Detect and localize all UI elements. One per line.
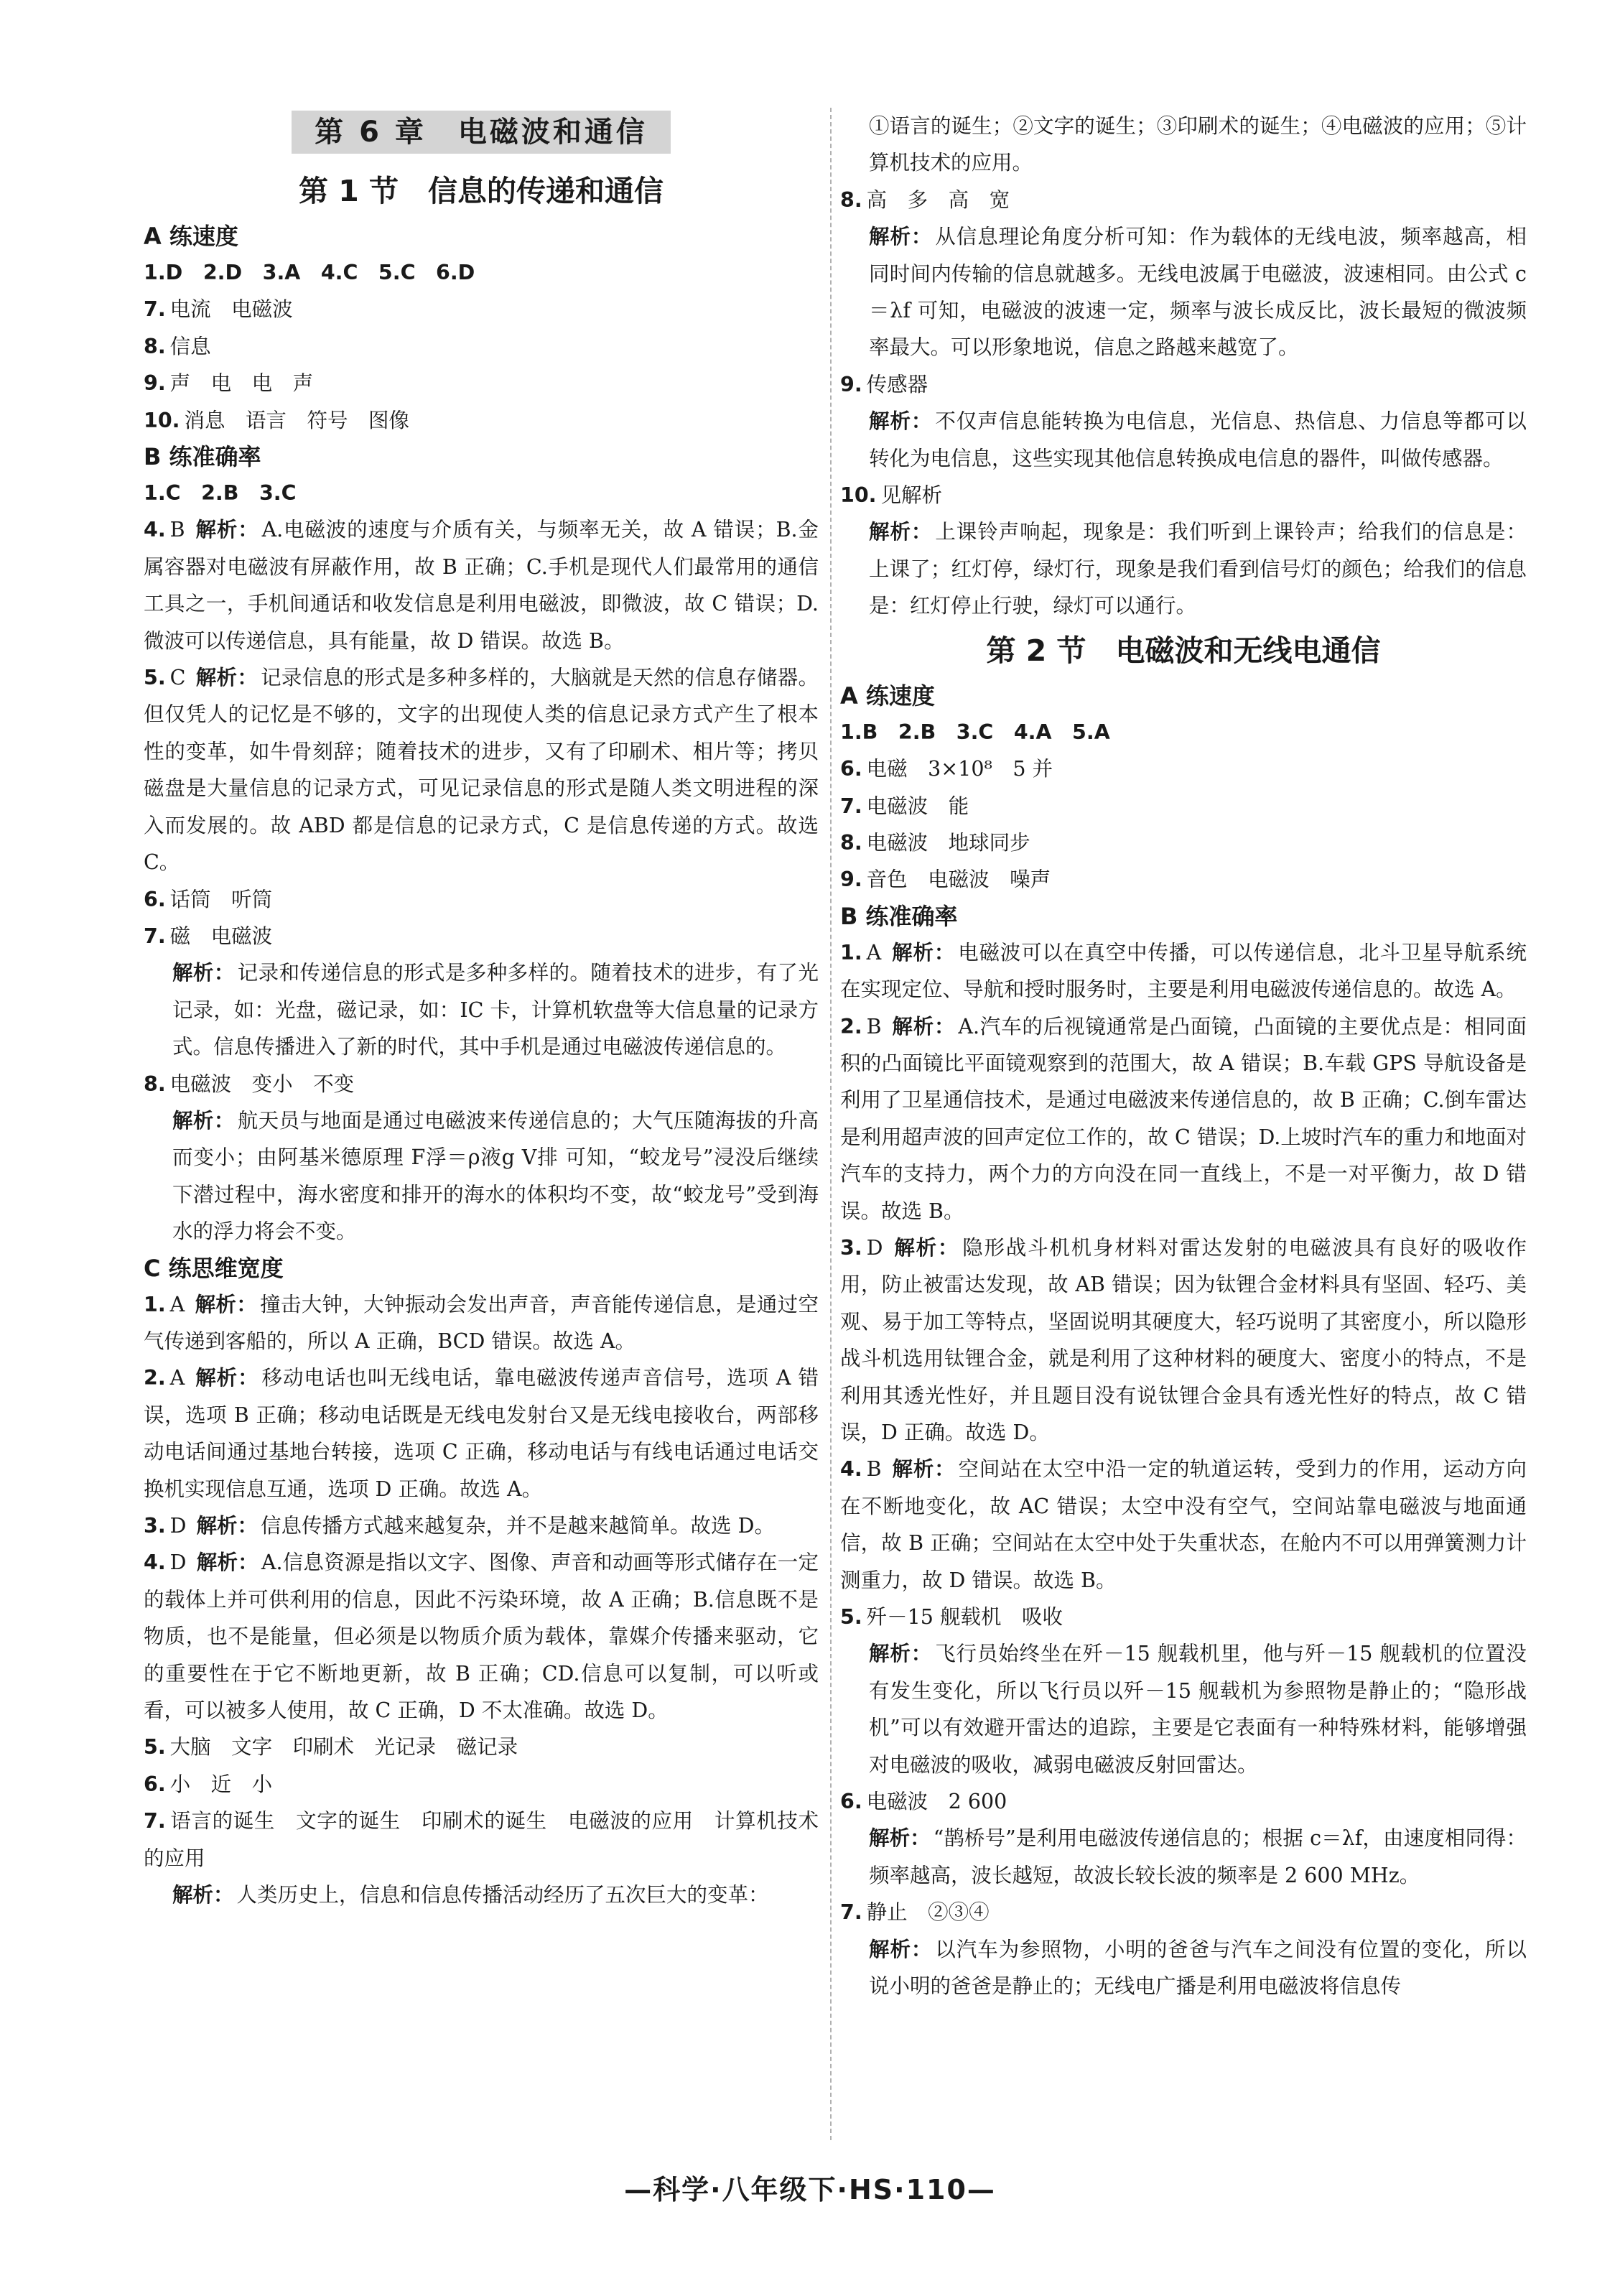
- item-answer: B: [866, 1457, 882, 1482]
- item-number: 6.: [144, 1772, 166, 1796]
- chapter-title: 第 6 章 电磁波和通信: [292, 111, 671, 154]
- item-number: 8.: [840, 187, 862, 212]
- answer-item: [144, 1360, 819, 1507]
- item-text: 电磁波 2 600: [866, 1790, 1007, 1814]
- answer-item: [144, 1729, 819, 1765]
- item-number: 8.: [144, 1072, 166, 1096]
- answer-item: [840, 934, 1527, 1008]
- item-number: 4.: [144, 518, 166, 542]
- item-answer: A: [866, 940, 882, 965]
- analysis-label: 解析：: [172, 1108, 235, 1133]
- analysis-text: 不仅声信息能转换为电信息，光信息、热信息、力信息等都可以转化为电信息，这些实现其他信息转换成电信息的器件，叫做传感器。: [869, 409, 1527, 470]
- item-text: 电磁波可以在真空中传播，可以传递信息，北斗卫星导航系统在实现定位、导航和授时服务时，主要是利用电磁波传递信息的。故选 A。: [840, 940, 1527, 1002]
- item-number: 7.: [144, 1809, 166, 1833]
- analysis-block: [144, 954, 819, 1065]
- item-text: 隐形战斗机机身材料对雷达发射的电磁波具有良好的吸收作用，防止被雷达发现，故 AB 错误；因为钛锂合金材料具有坚固、轻巧、美观、易于加工等特点，坚固说明其硬度大，轻巧说明了其密度小，所以隐形战斗机选用钛锂合金，就是利用了这种材料的硬度大、密度小的特点，不是利用其透光性好，并且题目没有说钛锂合金具有透光性好的特点，故 C 错误，D 正确。故选 D。: [840, 1235, 1527, 1444]
- answer-line: [144, 254, 819, 291]
- item-number: 10.: [144, 408, 180, 432]
- answer-item: [840, 1599, 1527, 1635]
- item-number: 7.: [840, 794, 862, 818]
- item-text: 移动电话也叫无线电话，靠电磁波传递声音信号，选项 A 错误，选项 B 正确；移动电话既是无线电发射台又是无线电接收台，两部移动电话间通过基地台转接，选项 C 正确，移动电话与有线电话通过电话交换机实现信息互通，选项 D 正确。故选 A。: [144, 1366, 819, 1501]
- chapter-header: [144, 111, 819, 154]
- analysis-label: 解析：: [869, 409, 933, 434]
- answer-item: [144, 291, 819, 327]
- item-number: 10.: [840, 483, 877, 508]
- analysis-block: [144, 1102, 819, 1250]
- answer-line: [840, 714, 1527, 750]
- analysis-text: ①语言的诞生；②文字的诞生；③印刷术的诞生；④电磁波的应用；⑤计算机技术的应用。: [869, 114, 1527, 175]
- item-text: 传感器: [866, 372, 928, 396]
- analysis-text: 航天员与地面是通过电磁波来传递信息的；大气压随海拔的升高而变小；由阿基米德原理 F浮＝ρ液g V排 可知，“蛟龙号”浸没后继续下潜过程中，海水密度和排开的海水的体积均不变，故“蛟龙号”受到海水的浮力将会不变。: [172, 1108, 819, 1244]
- answer-item: [144, 1507, 819, 1544]
- analysis-label: 解析：: [196, 1514, 259, 1538]
- item-text: 话筒 听筒: [169, 887, 273, 911]
- answer-item: [840, 750, 1527, 787]
- item-text: 电磁 3×10⁸ 5 并: [866, 757, 1053, 781]
- item-number: 3.: [144, 1514, 166, 1538]
- answer-item: [840, 861, 1527, 898]
- analysis-label: 解析：: [891, 1014, 956, 1038]
- item-answer: A: [169, 1366, 185, 1390]
- section-title: 第 1 节 信息的传递和通信: [298, 174, 664, 208]
- analysis-label: 解析：: [891, 1457, 956, 1482]
- analysis-label: 解析：: [869, 520, 933, 544]
- answer-list: 1.D 2.D 3.A 4.C 5.C 6.D: [144, 261, 475, 284]
- item-text: 高 多 高 宽: [866, 187, 1010, 212]
- item-number: 5.: [144, 666, 166, 690]
- column-divider: [830, 108, 832, 2140]
- item-text: 电磁波 变小 不变: [169, 1072, 355, 1096]
- answer-item: [840, 788, 1527, 824]
- analysis-block: [144, 1877, 819, 1913]
- answer-line: [144, 475, 819, 511]
- answer-item: [144, 1766, 819, 1803]
- analysis-text: 记录和传递信息的形式是多种多样的。随着技术的进步，有了光记录，如：光盘，磁记录，如：IC 卡，计算机软盘等大信息量的记录方式。信息传播进入了新的时代，其中手机是通过电磁波传递信息的。: [172, 961, 819, 1059]
- item-number: 7.: [840, 1900, 862, 1925]
- analysis-block: [840, 513, 1527, 624]
- item-number: 6.: [840, 1790, 862, 1814]
- right-column: [840, 108, 1527, 2005]
- analysis-block: [840, 1635, 1527, 1783]
- item-number: 8.: [840, 830, 862, 855]
- answer-list: 1.C 2.B 3.C: [144, 481, 297, 506]
- item-answer: B: [169, 518, 185, 542]
- item-text: 信息传播方式越来越复杂，并不是越来越简单。故选 D。: [261, 1514, 775, 1538]
- answer-item: [840, 1783, 1527, 1820]
- item-number: 7.: [144, 297, 166, 322]
- analysis-block: [840, 1931, 1527, 2005]
- item-text: A.汽车的后视镜通常是凸面镜，凸面镜的主要优点是：相同面积的凸面镜比平面镜观察到的范围大，故 A 错误；B.车载 GPS 导航设备是利用了卫星通信技术，是通过电磁波来传递信息的，故 B 正确；C.倒车雷达是利用超声波的回声定位工作的，故 C 错误；D.上坡时汽车的重力和地面对汽车的支持力，两个力的方向没在同一直线上，不是一对平衡力，故 D 错误。故选 B。: [840, 1014, 1527, 1223]
- answer-item: [144, 511, 819, 659]
- analysis-label: 解析：: [172, 961, 235, 985]
- answer-item: [840, 1451, 1527, 1599]
- answer-item: [144, 1286, 819, 1360]
- item-answer: D: [169, 1514, 187, 1538]
- item-text: 声 电 电 声: [169, 371, 314, 396]
- analysis-text: “鹊桥号”是利用电磁波传递信息的；根据 c＝λf，由速度相同得：频率越高，波长越短，故波长较长波的频率是 2 600 MHz。: [869, 1826, 1527, 1887]
- item-text: 语言的诞生 文字的诞生 印刷术的诞生 电磁波的应用 计算机技术的应用: [144, 1809, 819, 1870]
- item-text: 电磁波 地球同步: [866, 830, 1030, 855]
- item-text: 电流 电磁波: [169, 297, 293, 322]
- level-heading: C 练思维宽度: [144, 1254, 284, 1282]
- analysis-text: 人类历史上，信息和信息传播活动经历了五次巨大的变革：: [236, 1883, 769, 1907]
- level-heading: B 练准确率: [840, 902, 958, 930]
- item-text: 撞击大钟，大钟振动会发出声音，声音能传递信息，是通过空气传递到客船的，所以 A 正确，BCD 错误。故选 A。: [144, 1292, 819, 1353]
- analysis-label: 解析：: [172, 1883, 234, 1907]
- item-text: A.电磁波的速度与介质有关，与频率无关，故 A 错误；B.金属容器对电磁波有屏蔽作用，故 B 正确；C.手机是现代人们最常用的通信工具之一，手机间通话和收发信息是利用电磁波，即微波，故 C 错误；D.微波可以传递信息，具有能量，故 D 错误。故选 B。: [144, 518, 819, 653]
- analysis-block: [840, 403, 1527, 477]
- item-text: 见解析: [880, 483, 943, 508]
- analysis-block: [840, 218, 1527, 366]
- analysis-text: 上课铃声响起，现象是：我们听到上课铃声；给我们的信息是：上课了；红灯停，绿灯行，现象是我们看到信号灯的颜色；给我们的信息是：红灯停止行驶，绿灯可以通行。: [869, 520, 1527, 618]
- item-number: 7.: [144, 924, 166, 948]
- answer-item: [144, 659, 819, 880]
- answer-item: [144, 402, 819, 439]
- answer-item: [840, 477, 1527, 513]
- analysis-text: 从信息理论角度分析可知：作为载体的无线电波，频率越高，相同时间内传输的信息就越多。无线电波属于电磁波，波速相同。由公式 c＝λf 可知，电磁波的波速一定，频率与波长成反比，波长最短的微波频率最大。可以形象地说，信息之路越来越宽了。: [869, 225, 1527, 360]
- analysis-label: 解析：: [195, 1366, 259, 1390]
- answer-item: [144, 918, 819, 954]
- item-number: 4.: [144, 1551, 166, 1575]
- analysis-label: 解析：: [869, 225, 933, 249]
- item-number: 2.: [840, 1014, 862, 1038]
- analysis-label: 解析：: [869, 1937, 933, 1961]
- item-text: 空间站在太空中沿一定的轨道运转，受到力的作用，运动方向在不断地变化，故 AC 错误；太空中没有空气，空间站靠电磁波与地面通信，故 B 正确；空间站在太空中处于失重状态，在舱内不可以用弹簧测力计测重力，故 D 错误。故选 B。: [840, 1457, 1527, 1592]
- item-answer: B: [866, 1014, 882, 1038]
- item-answer: C: [169, 666, 186, 690]
- item-number: 4.: [840, 1457, 862, 1482]
- analysis-text: 以汽车为参照物，小明的爸爸与汽车之间没有位置的变化，所以说小明的爸爸是静止的；无线电广播是利用电磁波将信息传: [869, 1937, 1527, 1999]
- item-text: 大脑 文字 印刷术 光记录 磁记录: [169, 1735, 518, 1760]
- item-text: 音色 电磁波 噪声: [866, 868, 1051, 892]
- answer-item: [144, 365, 819, 401]
- item-number: 6.: [144, 887, 166, 911]
- item-text: 消息 语言 符号 图像: [184, 408, 410, 432]
- item-text: 小 近 小: [169, 1772, 273, 1796]
- analysis-label: 解析：: [195, 1292, 258, 1316]
- answer-item: [144, 881, 819, 918]
- item-text: A.信息资源是指以文字、图像、声音和动画等形式储存在一定的载体上并可供利用的信息，因此不污染环境，故 A 正确；B.信息既不是物质，也不是能量，但必须是以物质介质为载体，靠媒介传播来驱动，它的重要性在于它不断地更新，故 B 正确；CD.信息可以复制，可以听或看，可以被多人使用，故 C 正确，D 不太准确。故选 D。: [144, 1551, 819, 1723]
- item-answer: D: [866, 1235, 883, 1260]
- level-heading: A 练速度: [840, 682, 935, 710]
- item-number: 1.: [144, 1292, 166, 1316]
- item-text: 信息: [169, 334, 211, 358]
- answer-list: 1.B 2.B 3.C 4.A 5.A: [840, 720, 1110, 744]
- answer-item: [840, 1008, 1527, 1230]
- item-text: 电磁波 能: [866, 794, 969, 818]
- item-number: 5.: [840, 1605, 862, 1630]
- level-heading: B 练准确率: [144, 443, 261, 471]
- analysis-text: 飞行员始终坐在歼－15 舰载机里，他与歼－15 舰载机的位置没有发生变化，所以飞行员以歼－15 舰载机为参照物是静止的；“隐形战机”可以有效避开雷达的追踪，主要是它表面有一种特殊材料，能够增强对电磁波的吸收，减弱电磁波反射回雷达。: [869, 1642, 1527, 1777]
- item-number: 8.: [144, 334, 166, 358]
- page-footer: —科学·八年级下·HS·110—: [624, 2174, 996, 2206]
- item-number: 6.: [840, 757, 862, 781]
- answer-item: [840, 182, 1527, 218]
- answer-item: [840, 1230, 1527, 1451]
- item-text: 磁 电磁波: [169, 924, 273, 948]
- level-heading: A 练速度: [144, 223, 238, 250]
- analysis-label: 解析：: [869, 1642, 933, 1666]
- answer-item: [144, 1544, 819, 1729]
- item-number: 9.: [144, 371, 166, 396]
- answer-item: [840, 1894, 1527, 1930]
- item-number: 9.: [840, 372, 862, 396]
- answer-item: [840, 366, 1527, 403]
- answer-item: [144, 328, 819, 365]
- analysis-label: 解析：: [891, 940, 956, 965]
- item-number: 1.: [840, 940, 862, 965]
- item-text: 歼－15 舰载机 吸收: [866, 1605, 1063, 1630]
- analysis-label: 解析：: [195, 518, 259, 542]
- section-title: 第 2 节 电磁波和无线电通信: [986, 633, 1381, 668]
- analysis-label: 解析：: [195, 666, 259, 690]
- item-text: 记录信息的形式是多种多样的，大脑就是天然的信息存储器。但仅凭人的记忆是不够的，文字的出现使人类的信息记录方式产生了根本性的变革，如牛骨刻辞；随着技术的进步，又有了印刷术、相片等；拷贝磁盘是大量信息的记录方式，可见记录信息的形式是随人类文明进程的深入而发展的。故 ABD 都是信息的记录方式，C 是信息传递的方式。故选 C。: [144, 666, 819, 875]
- answer-item: [144, 1803, 819, 1877]
- answer-item: [840, 824, 1527, 861]
- analysis-label: 解析：: [869, 1826, 931, 1851]
- item-number: 9.: [840, 868, 862, 892]
- analysis-label: 解析：: [196, 1551, 259, 1575]
- item-text: 静止 ②③④: [866, 1900, 990, 1925]
- answer-item: [144, 1066, 819, 1102]
- left-column: [144, 108, 819, 1913]
- item-answer: D: [169, 1551, 187, 1575]
- analysis-block: [840, 108, 1527, 182]
- item-number: 5.: [144, 1735, 166, 1760]
- item-number: 3.: [840, 1235, 862, 1260]
- item-answer: A: [169, 1292, 185, 1316]
- analysis-label: 解析：: [893, 1235, 960, 1260]
- item-number: 2.: [144, 1366, 166, 1390]
- analysis-block: [840, 1820, 1527, 1894]
